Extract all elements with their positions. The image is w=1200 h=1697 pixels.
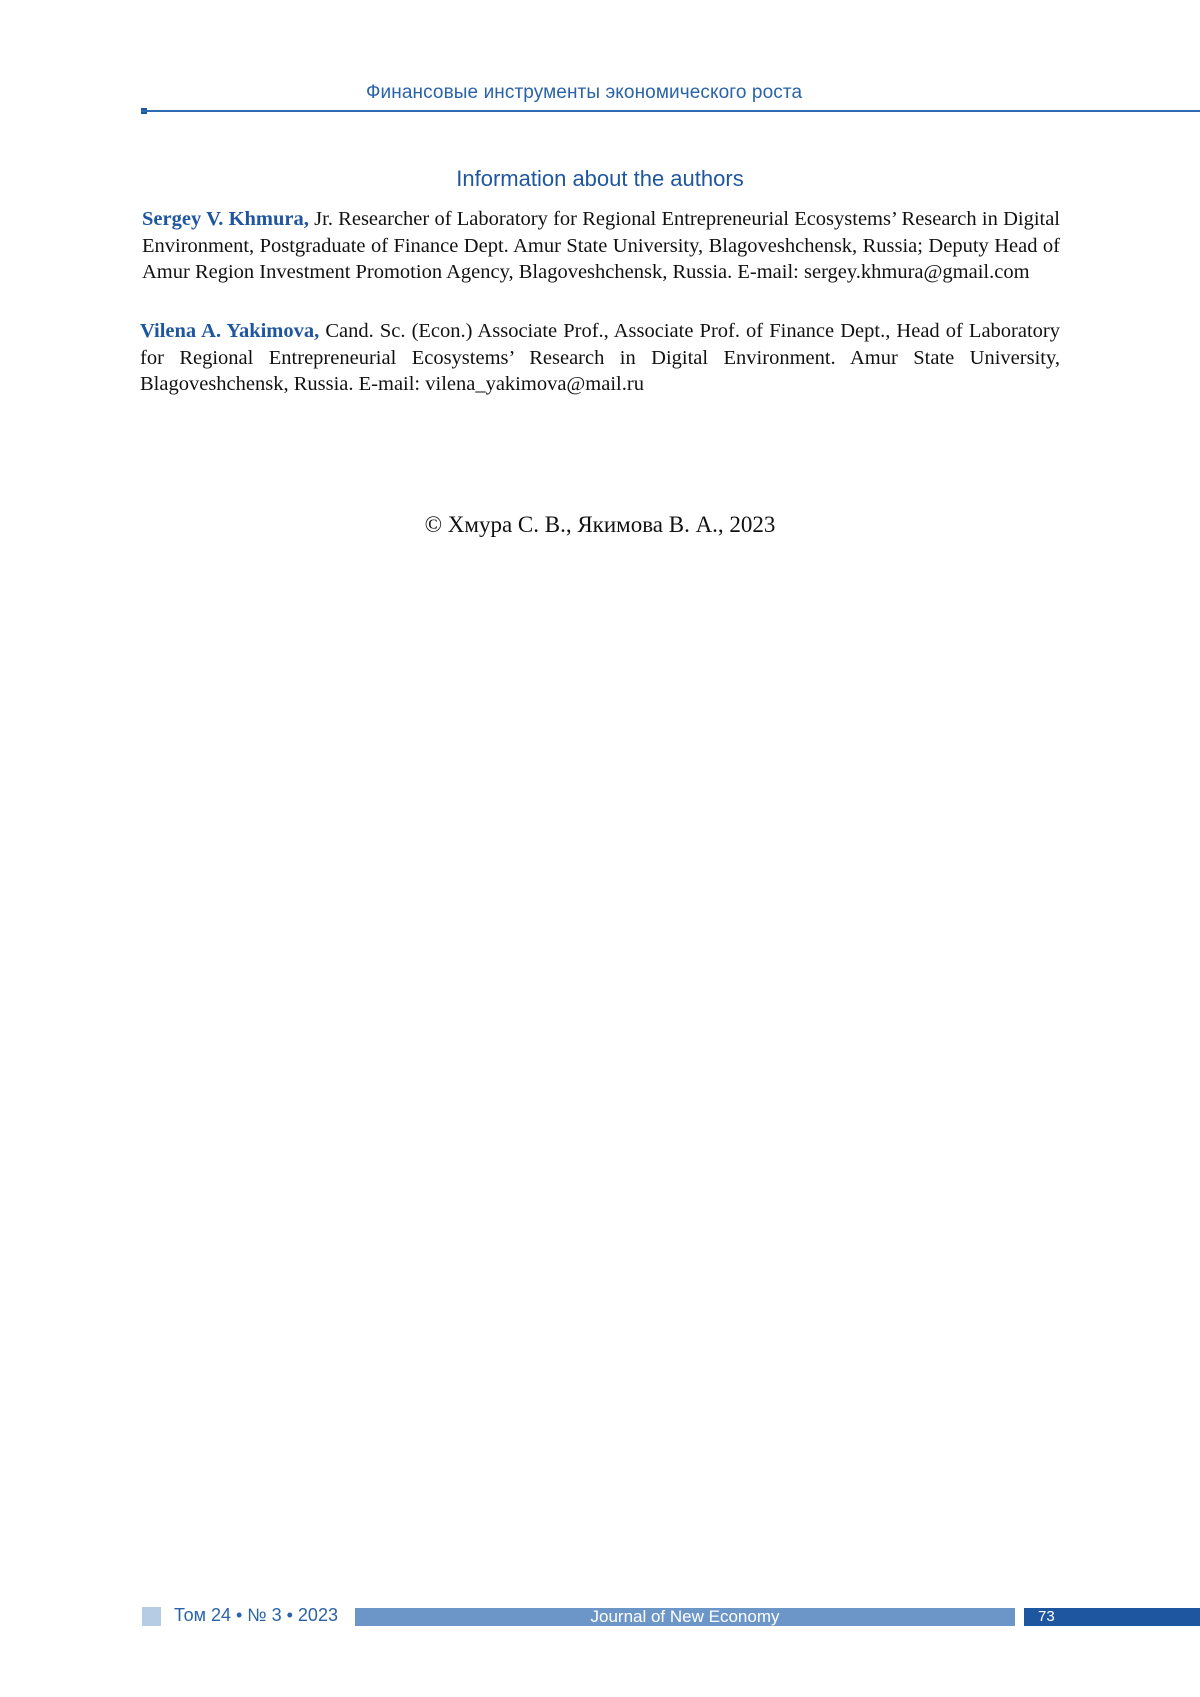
footer-square xyxy=(142,1607,161,1626)
footer-page-box xyxy=(1024,1608,1200,1626)
header-rule xyxy=(141,110,1200,112)
author-bio-text: Jr. Researcher of Laboratory for Regional Entrepreneurial Ecosystems’ Research in Digital Environment, Postgraduate of Finance Dept. Amur State University, Blagoveshchensk, Russia; Deputy Head of Amur Region Investment Promotion Agency, Blagoveshchensk, Russia. E-mail: sergey.khmura@gmail.com xyxy=(142,208,1060,283)
running-header xyxy=(0,0,1200,120)
author-bio xyxy=(142,206,1060,286)
section-title: Information about the authors xyxy=(0,166,1200,192)
running-title: Финансовые инструменты экономического роста xyxy=(366,82,802,104)
author-name: Sergey V. Khmura, xyxy=(142,208,309,230)
copyright-notice: © Хмура С. В., Якимова В. А., 2023 xyxy=(0,512,1200,538)
author-bio xyxy=(140,318,1060,398)
footer-journal-bar xyxy=(355,1608,1015,1626)
author-bio-text: Cand. Sc. (Econ.) Associate Prof., Associate Prof. of Finance Dept., Head of Laboratory for Regional Entrepreneurial Ecosystems’ Research in Digital Environment. Amur State University, Blagoveshchensk, Russia. E-mail: vilena_yakimova@mail.ru xyxy=(140,320,1060,395)
footer-issue: Том 24 • № 3 • 2023 xyxy=(174,1605,338,1626)
author-name: Vilena A. Yakimova, xyxy=(140,320,319,342)
footer-journal-name: Journal of New Economy xyxy=(591,1607,780,1626)
page-number: 73 xyxy=(1038,1608,1055,1626)
